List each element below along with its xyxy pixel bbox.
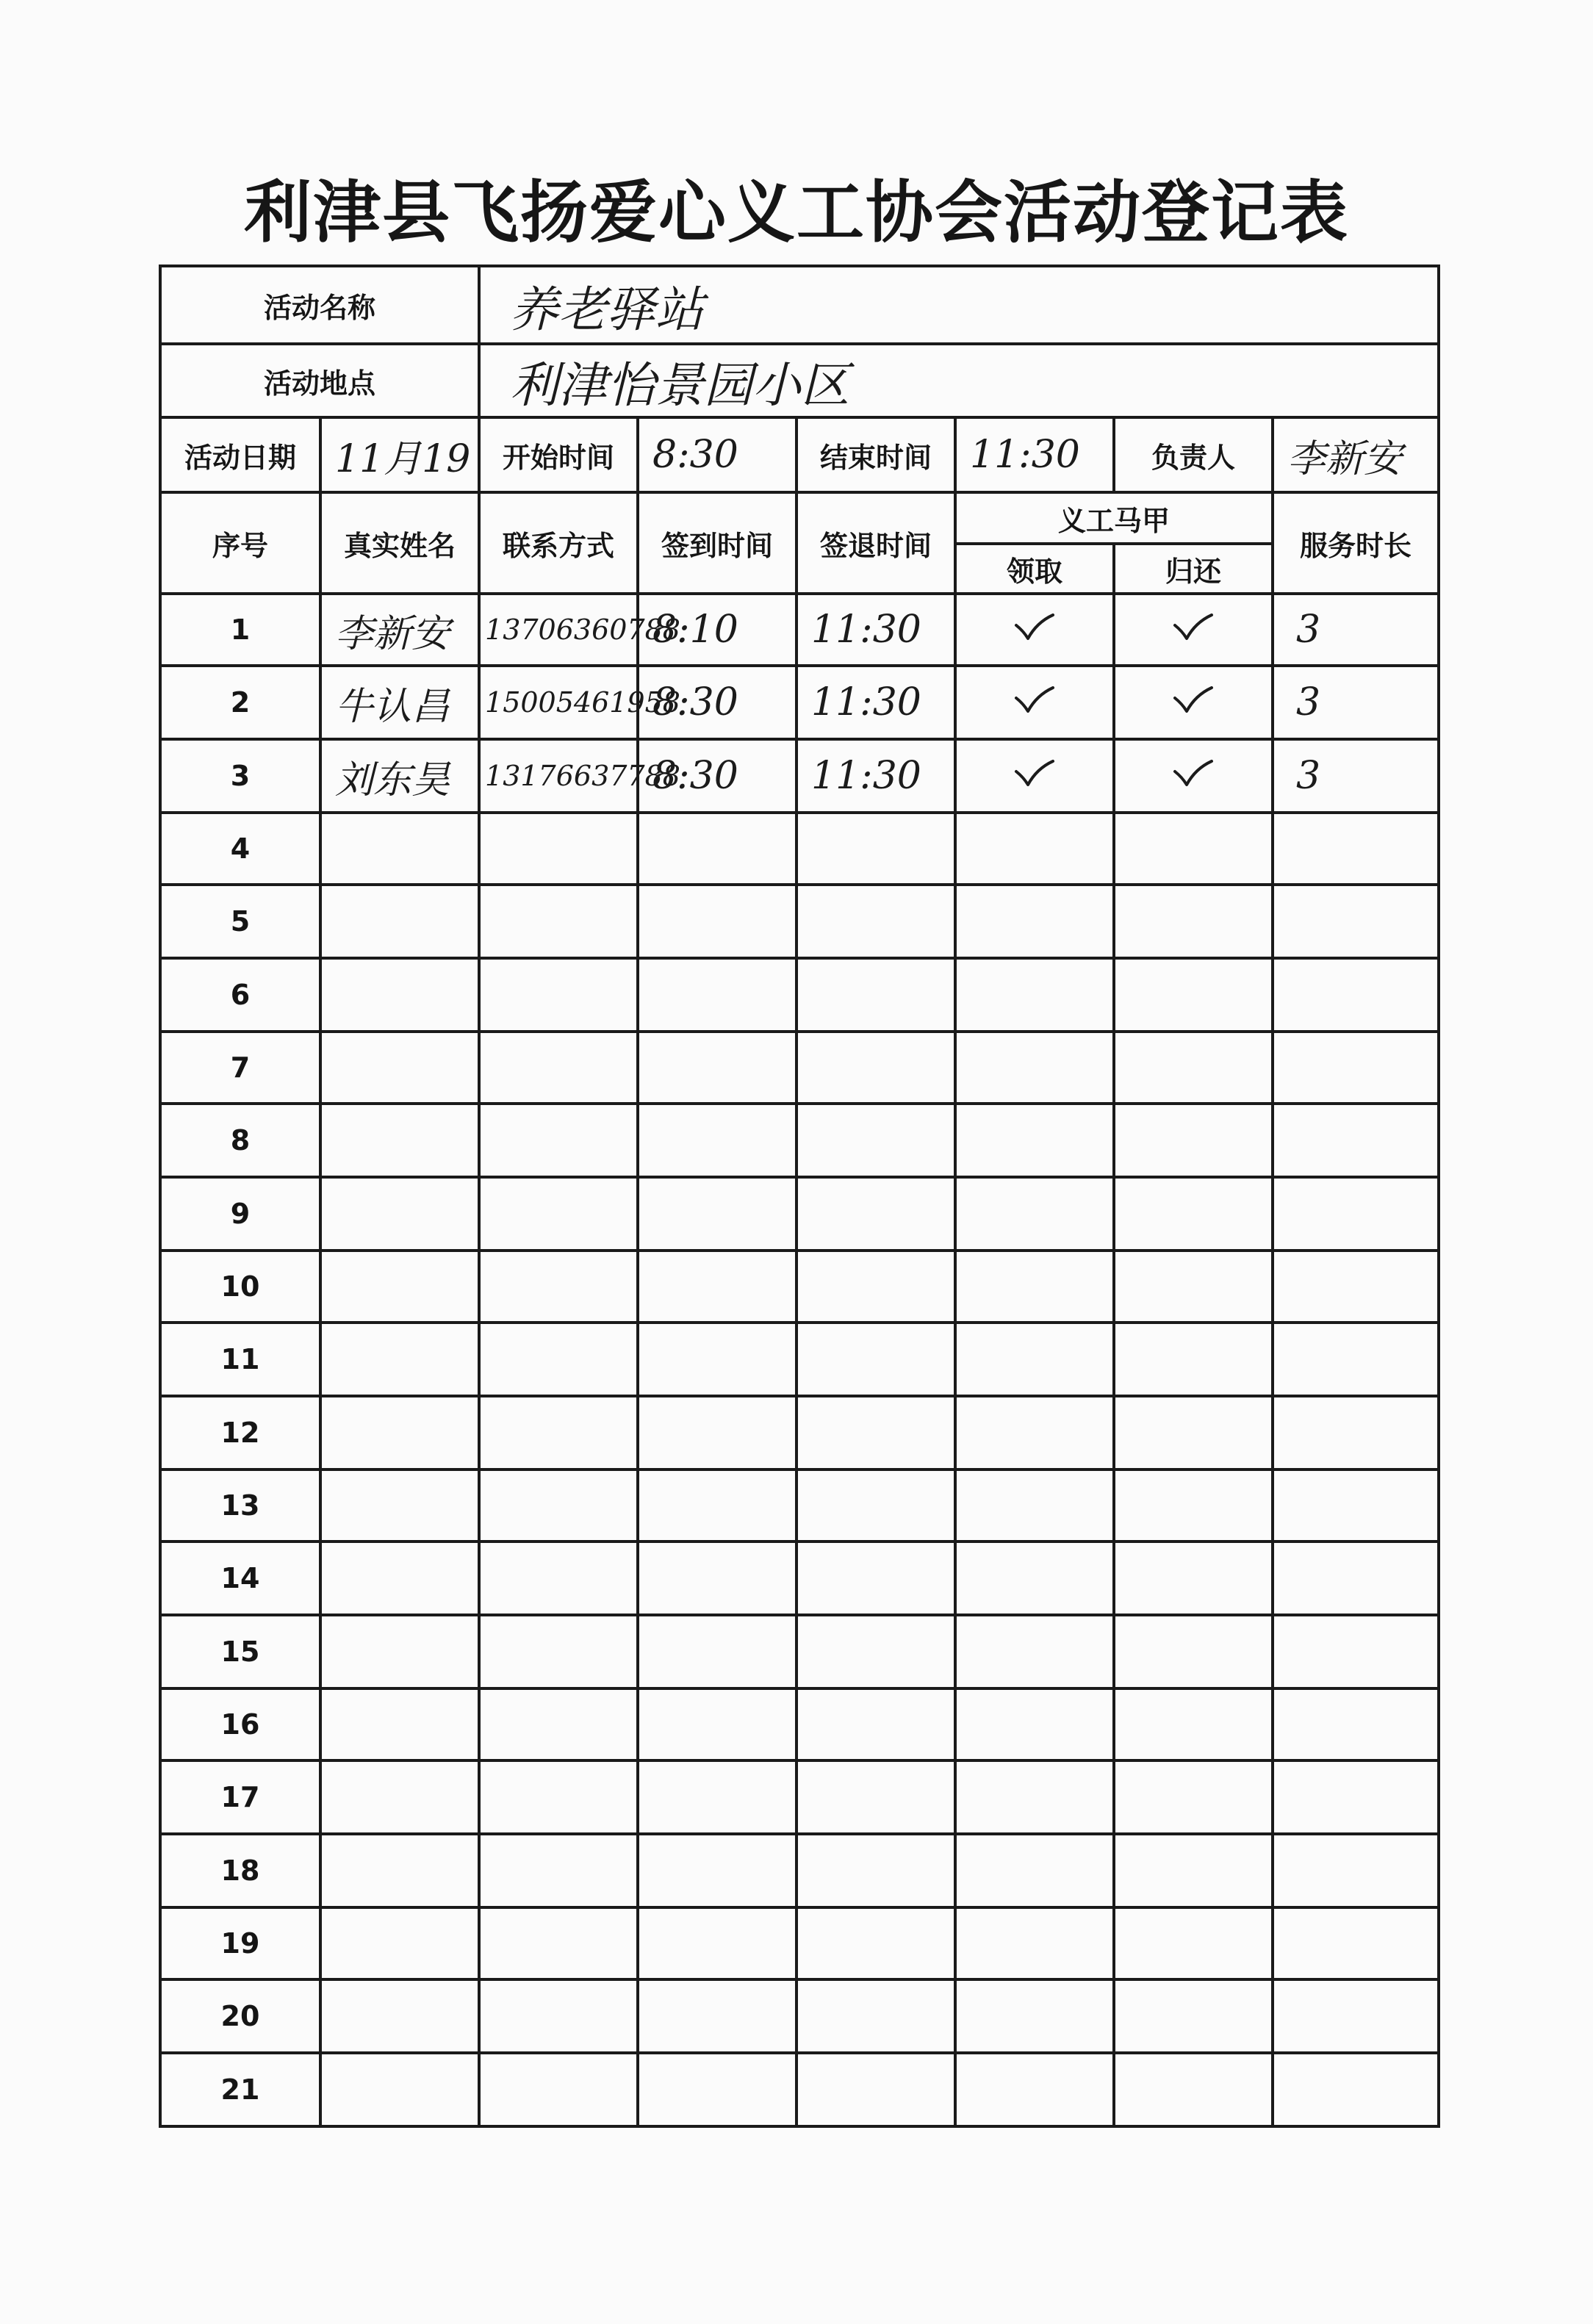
checkmark-icon: [1172, 758, 1215, 788]
row-contact-field[interactable]: [479, 1104, 638, 1177]
row-vest-receive-field[interactable]: [955, 666, 1114, 739]
row-checkout-field[interactable]: [796, 1032, 955, 1104]
row-vest-receive-field[interactable]: [955, 1907, 1114, 1979]
start-time-field[interactable]: 8:30: [638, 417, 796, 492]
row-seq: 6: [160, 958, 320, 1032]
row-seq: 12: [160, 1396, 320, 1469]
row-vest-receive-field[interactable]: [955, 1834, 1114, 1907]
row-vest-return-field[interactable]: [1114, 1032, 1273, 1104]
row-contact-field[interactable]: [479, 958, 638, 1032]
col-header-vest-receive: 领取: [955, 544, 1114, 594]
col-header-name: 真实姓名: [320, 492, 479, 594]
row-vest-receive-field[interactable]: [955, 1469, 1114, 1541]
row-checkin-field[interactable]: [638, 1469, 796, 1541]
table-row: [160, 1907, 1439, 1979]
table-row: [160, 813, 1439, 885]
col-header-checkin: 签到时间: [638, 492, 796, 594]
row-checkin-field[interactable]: 8:30: [638, 666, 796, 739]
row-checkout-field[interactable]: 11:30: [796, 594, 955, 666]
table-row: [160, 1469, 1439, 1541]
row-name-field[interactable]: [320, 1251, 479, 1323]
row-contact-field[interactable]: [479, 1541, 638, 1615]
row-contact-field[interactable]: [479, 1251, 638, 1323]
row-checkin-field[interactable]: [638, 958, 796, 1032]
row-checkout-field[interactable]: [796, 1907, 955, 1979]
row-checkin-field[interactable]: [638, 1834, 796, 1907]
row-name-field[interactable]: [320, 1032, 479, 1104]
row-vest-receive-field[interactable]: [955, 594, 1114, 666]
row-name-field[interactable]: [320, 813, 479, 885]
row-checkout-field[interactable]: 11:30: [796, 666, 955, 739]
activity-date-label: 活动日期: [160, 417, 320, 492]
row-seq: 2: [160, 666, 320, 739]
col-header-vest-return: 归还: [1114, 544, 1273, 594]
row-seq: 14: [160, 1541, 320, 1615]
row-vest-receive-field[interactable]: [955, 1615, 1114, 1688]
row-contact-field[interactable]: [479, 1177, 638, 1251]
row-checkin-field[interactable]: 8:10: [638, 594, 796, 666]
row-seq: 20: [160, 1979, 320, 2053]
row-name-field[interactable]: [320, 1541, 479, 1615]
row-checkin-field[interactable]: [638, 813, 796, 885]
row-seq: 13: [160, 1469, 320, 1541]
row-checkout-field[interactable]: [796, 958, 955, 1032]
row-checkin-field[interactable]: [638, 2053, 796, 2126]
row-vest-return-field[interactable]: [1114, 1615, 1273, 1688]
row-contact-field[interactable]: [479, 885, 638, 958]
row-vest-return-field[interactable]: [1114, 1104, 1273, 1177]
row-checkout-field[interactable]: [796, 1177, 955, 1251]
row-hours-field[interactable]: [1273, 1760, 1439, 1834]
activity-name-label: 活动名称: [160, 266, 479, 344]
row-vest-return-field[interactable]: [1114, 666, 1273, 739]
page-title: 利津县飞扬爱心义工协会活动登记表: [243, 173, 1349, 252]
row-contact-field[interactable]: [479, 1760, 638, 1834]
row-hours-field[interactable]: [1273, 885, 1439, 958]
col-header-vest: 义工马甲: [955, 492, 1273, 544]
col-header-contact: 联系方式: [479, 492, 638, 594]
row-checkout-field[interactable]: [796, 1979, 955, 2053]
row-hours-field[interactable]: [1273, 1177, 1439, 1251]
row-vest-receive-field[interactable]: [955, 1323, 1114, 1396]
row-hours-field[interactable]: 3: [1273, 594, 1439, 666]
row-hours-field[interactable]: [1273, 1396, 1439, 1469]
row-vest-return-field[interactable]: [1114, 885, 1273, 958]
row-seq: 16: [160, 1688, 320, 1760]
row-seq: 19: [160, 1907, 320, 1979]
row-name-field[interactable]: [320, 1177, 479, 1251]
row-vest-receive-field[interactable]: [955, 1104, 1114, 1177]
row-contact-field[interactable]: [479, 1979, 638, 2053]
row-checkin-field[interactable]: [638, 1177, 796, 1251]
table-row: [160, 958, 1439, 1032]
row-contact-field[interactable]: [479, 1615, 638, 1688]
table-row: [160, 1396, 1439, 1469]
row-vest-receive-field[interactable]: [955, 739, 1114, 813]
row-vest-receive-field[interactable]: [955, 1251, 1114, 1323]
row-name-field[interactable]: [320, 1979, 479, 2053]
row-checkout-field[interactable]: [796, 1760, 955, 1834]
row-vest-return-field[interactable]: [1114, 739, 1273, 813]
row-checkout-field[interactable]: [796, 885, 955, 958]
activity-place-row: [160, 344, 1439, 417]
row-name-field[interactable]: 牛认昌: [320, 666, 479, 739]
row-checkout-field[interactable]: [796, 1541, 955, 1615]
row-vest-receive-field[interactable]: [955, 813, 1114, 885]
checkmark-icon: [1172, 685, 1215, 714]
table-row: [160, 1104, 1439, 1177]
row-checkin-field[interactable]: [638, 1251, 796, 1323]
table-row: [160, 2053, 1439, 2126]
row-checkin-field[interactable]: [638, 1615, 796, 1688]
row-vest-return-field[interactable]: [1114, 1907, 1273, 1979]
row-checkin-field[interactable]: [638, 1541, 796, 1615]
row-checkin-field[interactable]: [638, 1104, 796, 1177]
row-checkin-field[interactable]: [638, 1032, 796, 1104]
row-checkout-field[interactable]: [796, 1834, 955, 1907]
table-row: [160, 885, 1439, 958]
row-checkout-field[interactable]: [796, 1104, 955, 1177]
volunteer-rows: [160, 594, 1439, 2126]
table-row: [160, 594, 1439, 666]
row-vest-receive-field[interactable]: [955, 885, 1114, 958]
row-contact-field[interactable]: 13706360788: [479, 594, 638, 666]
row-name-field[interactable]: [320, 2053, 479, 2126]
row-vest-return-field[interactable]: [1114, 958, 1273, 1032]
checkmark-icon: [1013, 612, 1056, 641]
row-contact-field[interactable]: [479, 1396, 638, 1469]
row-checkin-field[interactable]: 8:30: [638, 739, 796, 813]
row-contact-field[interactable]: [479, 2053, 638, 2126]
col-header-hours: 服务时长: [1273, 492, 1439, 594]
row-checkout-field[interactable]: [796, 1251, 955, 1323]
row-vest-return-field[interactable]: [1114, 1541, 1273, 1615]
row-hours-field[interactable]: [1273, 1615, 1439, 1688]
row-name-field[interactable]: [320, 1469, 479, 1541]
table-row: [160, 739, 1439, 813]
row-checkout-field[interactable]: [796, 2053, 955, 2126]
row-hours-field[interactable]: [1273, 1469, 1439, 1541]
row-seq: 11: [160, 1323, 320, 1396]
table-row: [160, 1323, 1439, 1396]
row-vest-return-field[interactable]: [1114, 1979, 1273, 2053]
checkmark-icon: [1013, 685, 1056, 714]
row-hours-field[interactable]: [1273, 2053, 1439, 2126]
activity-place-label: 活动地点: [160, 344, 479, 417]
row-contact-field[interactable]: 13176637788: [479, 739, 638, 813]
row-vest-receive-field[interactable]: [955, 1979, 1114, 2053]
row-name-field[interactable]: [320, 1104, 479, 1177]
row-seq: 10: [160, 1251, 320, 1323]
row-vest-receive-field[interactable]: [955, 2053, 1114, 2126]
row-hours-field[interactable]: [1273, 1907, 1439, 1979]
row-hours-field[interactable]: [1273, 813, 1439, 885]
checkmark-icon: [1013, 758, 1056, 788]
row-seq: 5: [160, 885, 320, 958]
row-hours-field[interactable]: [1273, 1323, 1439, 1396]
table-row: [160, 1032, 1439, 1104]
row-hours-field[interactable]: [1273, 1688, 1439, 1760]
row-name-field[interactable]: [320, 1615, 479, 1688]
row-checkin-field[interactable]: [638, 1323, 796, 1396]
row-hours-field[interactable]: 3: [1273, 739, 1439, 813]
row-checkin-field[interactable]: [638, 1979, 796, 2053]
row-vest-receive-field[interactable]: [955, 1396, 1114, 1469]
row-vest-receive-field[interactable]: [955, 958, 1114, 1032]
row-vest-receive-field[interactable]: [955, 1541, 1114, 1615]
table-row: [160, 666, 1439, 739]
row-vest-return-field[interactable]: [1114, 1177, 1273, 1251]
row-seq: 9: [160, 1177, 320, 1251]
row-seq: 1: [160, 594, 320, 666]
row-hours-field[interactable]: [1273, 958, 1439, 1032]
header-row: [160, 492, 1439, 544]
row-contact-field[interactable]: [479, 813, 638, 885]
row-vest-return-field[interactable]: [1114, 1251, 1273, 1323]
row-hours-field[interactable]: [1273, 1834, 1439, 1907]
row-seq: 17: [160, 1760, 320, 1834]
row-checkin-field[interactable]: [638, 1760, 796, 1834]
row-hours-field[interactable]: 3: [1273, 666, 1439, 739]
row-vest-return-field[interactable]: [1114, 1688, 1273, 1760]
row-checkin-field[interactable]: [638, 1907, 796, 1979]
row-vest-return-field[interactable]: [1114, 1834, 1273, 1907]
row-seq: 4: [160, 813, 320, 885]
row-contact-field[interactable]: [479, 1469, 638, 1541]
row-seq: 18: [160, 1834, 320, 1907]
row-checkout-field[interactable]: [796, 1615, 955, 1688]
end-time-field[interactable]: 11:30: [955, 417, 1114, 492]
row-name-field[interactable]: [320, 1323, 479, 1396]
row-checkout-field[interactable]: [796, 1688, 955, 1760]
leader-field[interactable]: 李新安: [1273, 417, 1439, 492]
row-checkout-field[interactable]: [796, 1469, 955, 1541]
row-vest-receive-field[interactable]: [955, 1760, 1114, 1834]
row-contact-field[interactable]: [479, 1907, 638, 1979]
activity-date-field[interactable]: 11月19: [320, 417, 479, 492]
row-contact-field[interactable]: 15005461958: [479, 666, 638, 739]
activity-name-field[interactable]: 养老驿站: [479, 266, 1439, 344]
row-vest-return-field[interactable]: [1114, 2053, 1273, 2126]
row-name-field[interactable]: [320, 958, 479, 1032]
row-checkout-field[interactable]: [796, 813, 955, 885]
row-contact-field[interactable]: [479, 1834, 638, 1907]
table-row: [160, 1760, 1439, 1834]
row-seq: 3: [160, 739, 320, 813]
row-seq: 21: [160, 2053, 320, 2126]
row-name-field[interactable]: [320, 1688, 479, 1760]
row-vest-return-field[interactable]: [1114, 1760, 1273, 1834]
row-checkout-field[interactable]: [796, 1396, 955, 1469]
table-row: [160, 1177, 1439, 1251]
row-name-field[interactable]: [320, 1760, 479, 1834]
row-hours-field[interactable]: [1273, 1104, 1439, 1177]
row-hours-field[interactable]: [1273, 1251, 1439, 1323]
row-contact-field[interactable]: [479, 1688, 638, 1760]
row-name-field[interactable]: 刘东昊: [320, 739, 479, 813]
activity-name-row: [160, 266, 1439, 344]
row-vest-receive-field[interactable]: [955, 1032, 1114, 1104]
table-row: [160, 1979, 1439, 2053]
row-name-field[interactable]: 李新安: [320, 594, 479, 666]
row-seq: 8: [160, 1104, 320, 1177]
table-row: [160, 1834, 1439, 1907]
row-checkin-field[interactable]: [638, 1688, 796, 1760]
row-hours-field[interactable]: [1273, 1979, 1439, 2053]
table-row: [160, 1615, 1439, 1688]
row-vest-return-field[interactable]: [1114, 594, 1273, 666]
table-row: [160, 1541, 1439, 1615]
activity-place-field[interactable]: 利津怡景园小区: [479, 344, 1439, 417]
row-name-field[interactable]: [320, 1907, 479, 1979]
leader-label: 负责人: [1114, 417, 1273, 492]
end-time-label: 结束时间: [796, 417, 955, 492]
row-vest-return-field[interactable]: [1114, 1469, 1273, 1541]
row-vest-receive-field[interactable]: [955, 1688, 1114, 1760]
row-name-field[interactable]: [320, 1834, 479, 1907]
table-row: [160, 1688, 1439, 1760]
row-checkout-field[interactable]: 11:30: [796, 739, 955, 813]
registration-table: [159, 265, 1440, 2128]
row-hours-field[interactable]: [1273, 1541, 1439, 1615]
row-contact-field[interactable]: [479, 1032, 638, 1104]
row-seq: 15: [160, 1615, 320, 1688]
row-name-field[interactable]: [320, 1396, 479, 1469]
row-vest-return-field[interactable]: [1114, 1323, 1273, 1396]
row-name-field[interactable]: [320, 885, 479, 958]
row-vest-receive-field[interactable]: [955, 1177, 1114, 1251]
row-vest-return-field[interactable]: [1114, 1396, 1273, 1469]
row-seq: 7: [160, 1032, 320, 1104]
row-contact-field[interactable]: [479, 1323, 638, 1396]
col-header-checkout: 签退时间: [796, 492, 955, 594]
row-hours-field[interactable]: [1273, 1032, 1439, 1104]
checkmark-icon: [1172, 612, 1215, 641]
table-row: [160, 1251, 1439, 1323]
row-vest-return-field[interactable]: [1114, 813, 1273, 885]
row-checkin-field[interactable]: [638, 1396, 796, 1469]
start-time-label: 开始时间: [479, 417, 638, 492]
activity-time-row: [160, 417, 1439, 492]
col-header-seq: 序号: [160, 492, 320, 594]
row-checkout-field[interactable]: [796, 1323, 955, 1396]
row-checkin-field[interactable]: [638, 885, 796, 958]
